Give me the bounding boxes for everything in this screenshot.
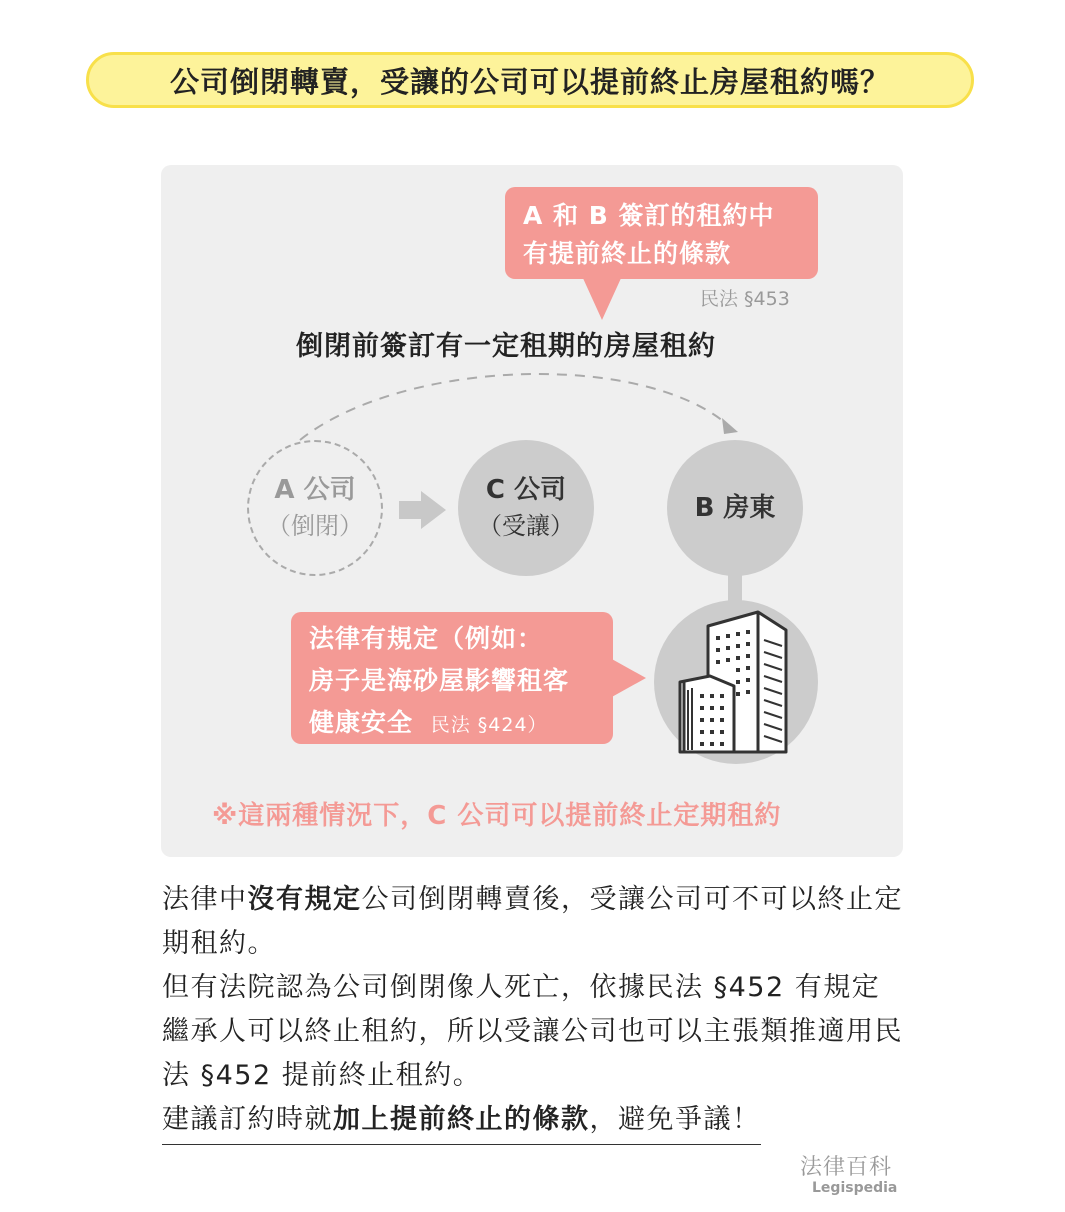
contract-clause-bubble xyxy=(505,187,818,279)
bubble-top-pointer xyxy=(582,276,622,320)
contract-clause-line1: A 和 B 簽訂的租約中 xyxy=(523,201,775,230)
company-c-name: C 公司 xyxy=(485,475,567,505)
paragraph-court-view: 但有法院認為公司倒閉像人死亡，依據民法 §452 有規定繼承人可以終止租約，所以受讓公司也可以主張類推適用民法 §452 提前終止租約。 xyxy=(162,972,903,1091)
lease-arc xyxy=(300,374,728,440)
paragraph-advice-pre: 建議訂約時就 xyxy=(162,1104,333,1135)
brand-logo: 法律百科 xyxy=(800,1155,893,1180)
paragraph-no-rule-bold: 沒有規定 xyxy=(247,884,362,915)
lease-heading: 倒閉前簽訂有一定租期的房屋租約 xyxy=(296,331,716,362)
contract-clause-line2: 有提前終止的條款 xyxy=(523,239,732,268)
page-title: 公司倒閉轉賣，受讓的公司可以提前終止房屋租約嗎？ xyxy=(86,52,974,108)
brand-logo-sub: Legispedia xyxy=(812,1180,898,1196)
legal-provision-line3-text: 健康安全 xyxy=(309,708,414,737)
company-c-status: （受讓） xyxy=(478,512,574,540)
paragraph-no-rule-post: 公司倒閉轉賣後，受讓公司可不可以終止定期租約。 xyxy=(162,884,903,959)
warning-note: ※這兩種情況下，C 公司可以提前終止定期租約 xyxy=(212,801,782,831)
company-a-node xyxy=(247,440,383,576)
legal-provision-bubble xyxy=(291,612,613,744)
paragraph-advice xyxy=(162,1098,761,1145)
landlord-b-node xyxy=(667,440,803,576)
legal-provision-line3 xyxy=(309,702,595,746)
transfer-arrow-icon xyxy=(399,491,446,529)
landlord-b-name: B 房東 xyxy=(694,493,776,523)
paragraph-advice-post: ，避免爭議！ xyxy=(589,1104,761,1135)
lease-arc-arrowhead xyxy=(722,418,738,434)
paragraph-advice-bold: 加上提前終止的條款 xyxy=(333,1104,590,1135)
paragraph-no-rule xyxy=(162,878,907,966)
building-node xyxy=(654,600,818,764)
paragraph-no-rule-pre: 法律中 xyxy=(162,884,248,915)
bubble-law-pointer xyxy=(610,658,646,698)
civil-code-453-note: 民法 §453 xyxy=(700,288,790,310)
company-c-node xyxy=(458,440,594,576)
company-a-name: A 公司 xyxy=(274,475,356,505)
building-icon xyxy=(654,600,818,764)
legal-provision-line2: 房子是海砂屋影響租客 xyxy=(309,666,570,695)
legal-provision-line1: 法律有規定（例如： xyxy=(309,624,544,653)
civil-code-424-cite: 民法 §424） xyxy=(430,714,548,736)
company-a-status: （倒閉） xyxy=(267,512,363,540)
